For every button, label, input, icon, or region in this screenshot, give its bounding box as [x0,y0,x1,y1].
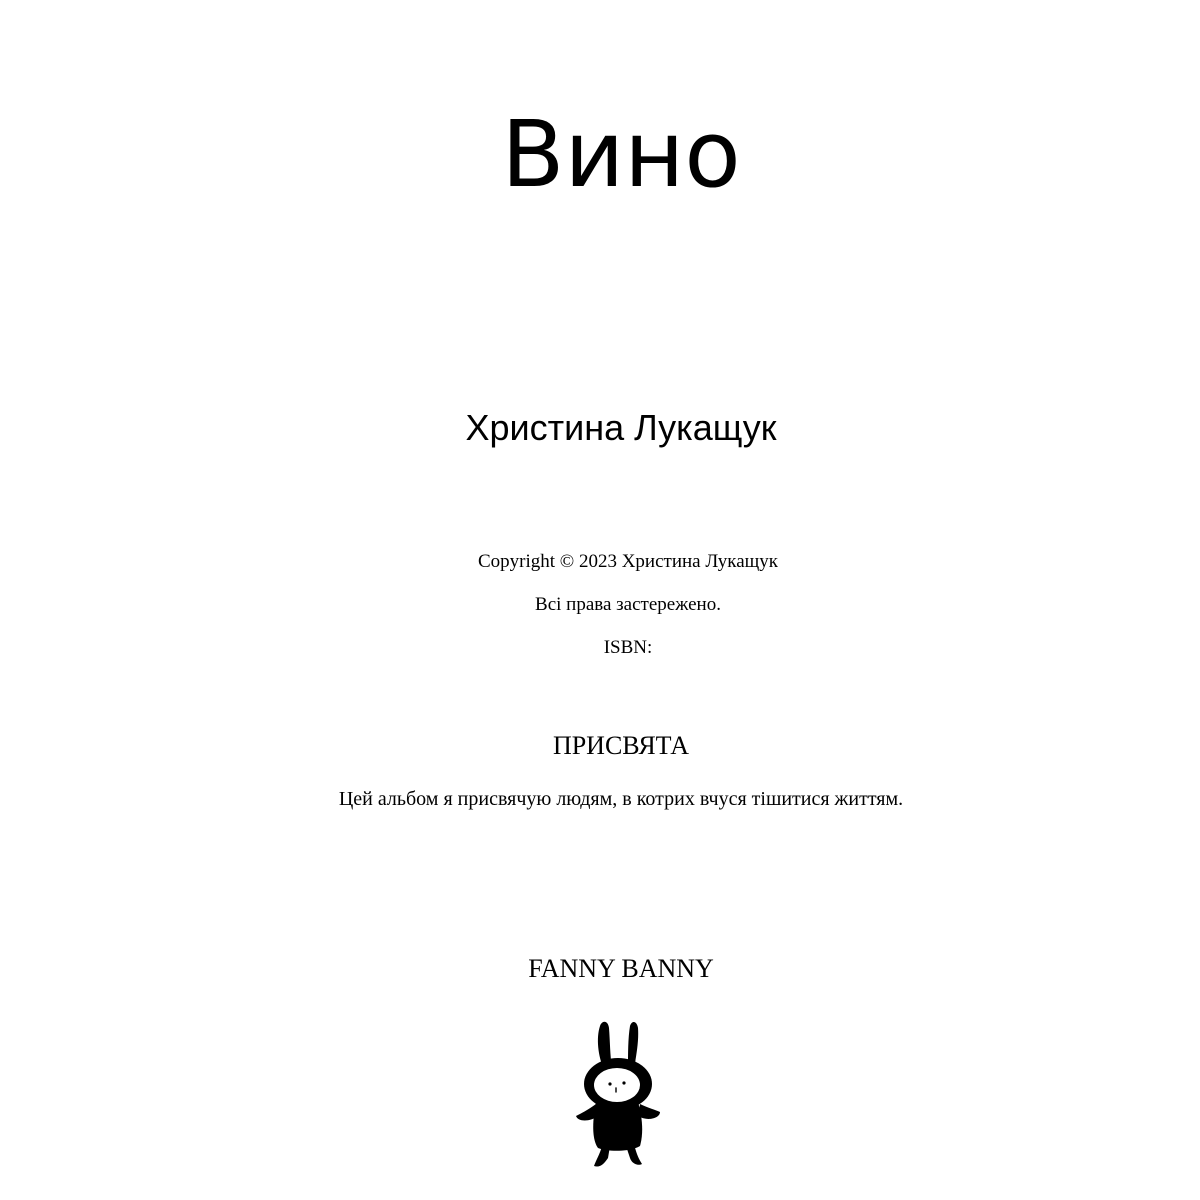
isbn-label: ISBN: [603,637,653,658]
rights-reserved: Всі права застережено. [535,594,721,615]
dedication-text: Цей альбом я присвячую людям, в котрих вчуся тішитися життям. [338,788,904,810]
copyright-line: Copyright © 2023 Христина Лукащук [477,551,779,572]
dedication-heading: ПРИСВЯТА [552,731,690,760]
publisher-name: FANNY BANNY [528,954,714,983]
bunny-logo-icon [568,1018,668,1170]
book-author: Христина Лукащук [465,407,777,448]
book-title: Вино [501,101,741,208]
